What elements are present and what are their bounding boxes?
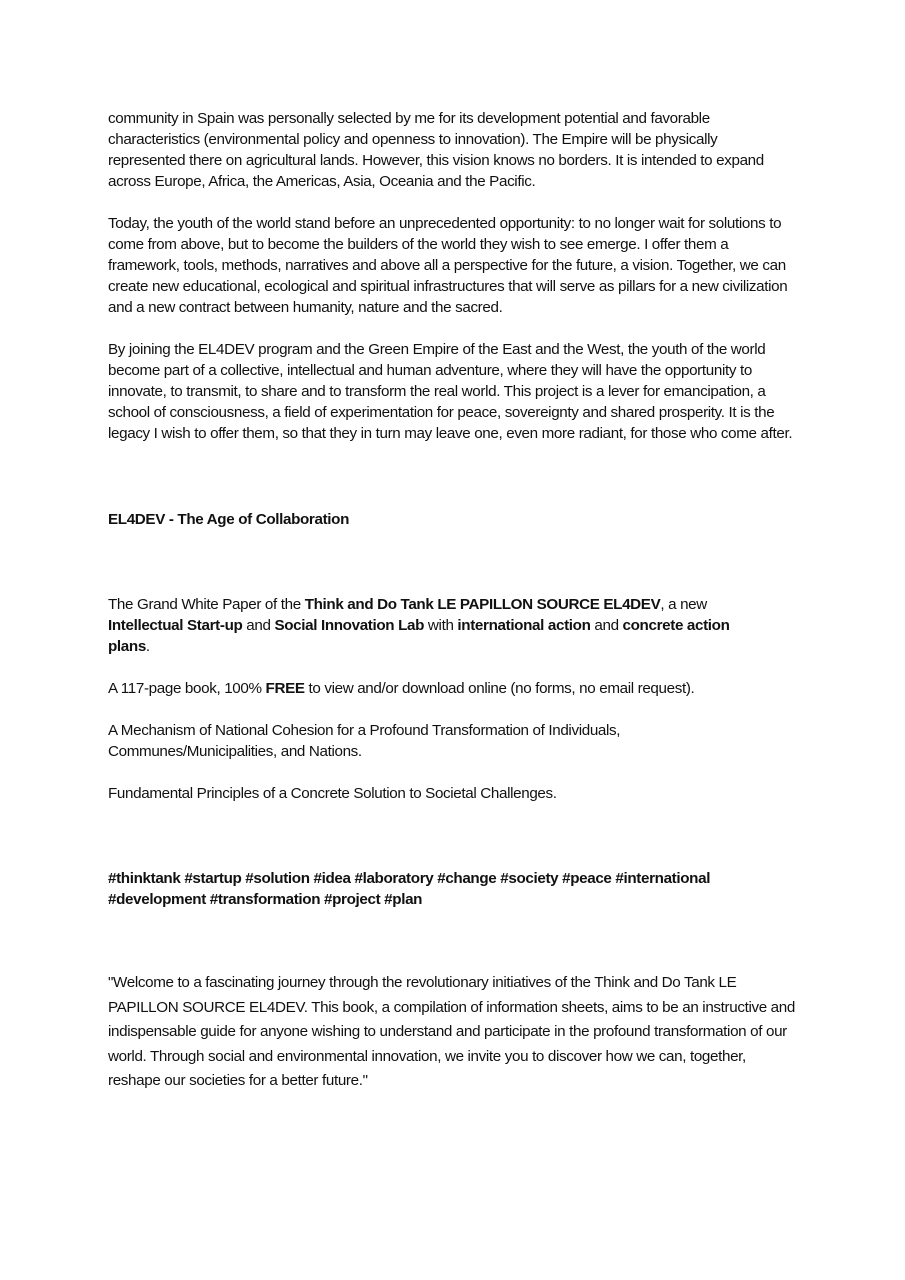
principles-paragraph: Fundamental Principles of a Concrete Solution to Societal Challenges.: [108, 785, 557, 802]
section-heading: EL4DEV - The Age of Collaboration: [108, 511, 350, 528]
whitepaper-paragraph: The Grand White Paper of the Think and Do Tank LE PAPILLON SOURCE EL4DEV, a new Intellectual Start-up and Social Innovation Lab with international action and concrete action plans.: [108, 596, 730, 655]
quote-paragraph: "Welcome to a fascinating journey through the revolutionary initiatives of the Think and Do Tank LE PAPILLON SOURCE EL4DEV. This book, a compilation of information sheets, aims to be an instructive and indispensable guide for anyone wishing to understand and participate in the profound transformation of our world. Through social and environmental innovation, we invite you to discover how we can, together, reshape our societies for a better future.": [108, 974, 795, 1090]
mechanism-paragraph: A Mechanism of National Cohesion for a Profound Transformation of Individuals, Communes/Municipalities, and Nations.: [108, 722, 621, 760]
intro-paragraph-2: Today, the youth of the world stand before an unprecedented opportunity: to no longer wait for solutions to come from above, but to become the builders of the world they wish to see emerge. I offer them a framework, tools, methods, narratives and above all a perspective for the future, a vision. Together, we can create new educational, ecological and spiritual infrastructures that will serve as pillars for a new civilization and a new contract between humanity, nature and the sacred.: [108, 215, 788, 316]
intro-paragraph-3: By joining the EL4DEV program and the Green Empire of the East and the West, the youth of the world become part of a collective, intellectual and human adventure, where they will have the opportunity to innovate, to transmit, to share and to transform the real world. This project is a lever for emancipation, a school of consciousness, a field of experimentation for peace, sovereignty and shared prosperity. It is the legacy I wish to offer them, so that they in turn may leave one, even more radiant, for those who come after.: [108, 341, 793, 442]
book-paragraph: A 117-page book, 100% FREE to view and/or download online (no forms, no email request).: [108, 680, 695, 697]
document-page: [108, 108, 808, 1094]
hashtags-paragraph: #thinktank #startup #solution #idea #laboratory #change #society #peace #international #development #transformation #project #plan: [108, 870, 711, 908]
intro-paragraph-1: community in Spain was personally selected by me for its development potential and favorable characteristics (environmental policy and openness to innovation). The Empire will be physically represented there on agricultural lands. However, this vision knows no borders. It is intended to expand across Europe, Africa, the Americas, Asia, Oceania and the Pacific.: [108, 110, 764, 190]
